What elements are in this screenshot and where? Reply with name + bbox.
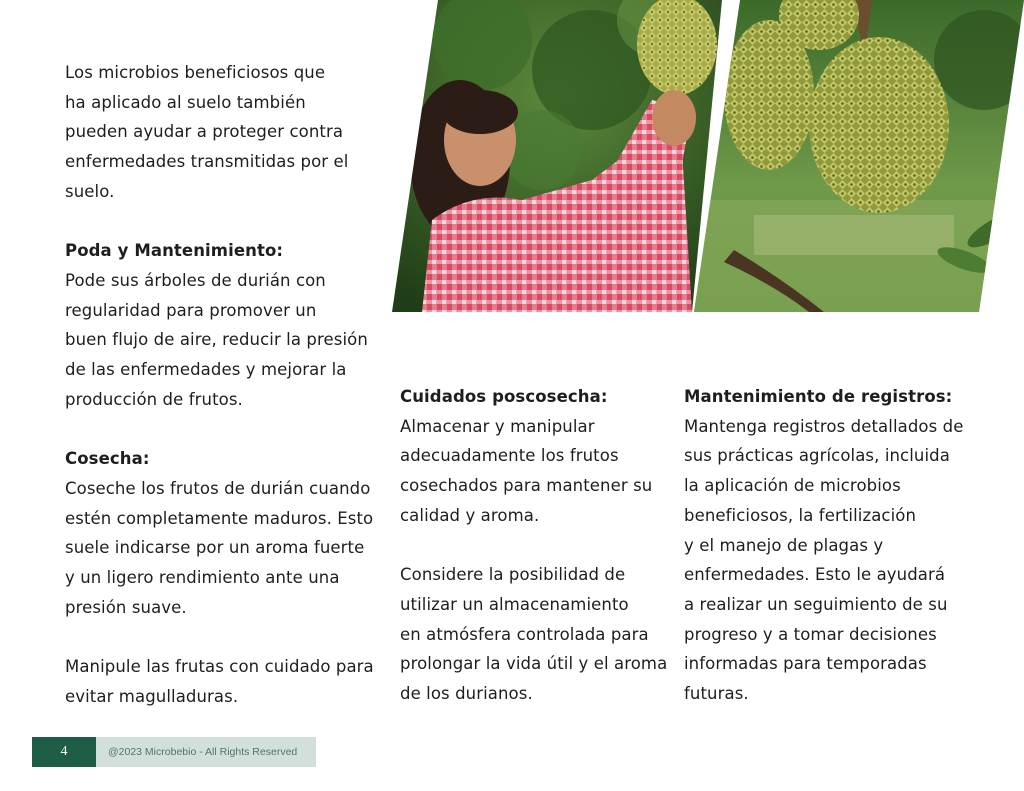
harvest-heading: Cosecha: bbox=[65, 449, 150, 469]
records-paragraph: Mantenga registros detallados de sus prácticas agrícolas, incluida la aplicación de microbios beneficiosos, la fertilización y el manejo de plagas y enfermedades. Esto le ayudará a realizar un seguimiento de su progreso y a tomar decisiones informadas para temporadas futuras. bbox=[684, 416, 964, 704]
intro-paragraph: Los microbios beneficiosos que ha aplicado al suelo también pueden ayudar a proteger contra enfermedades transmitidas por el suelo. bbox=[65, 63, 349, 201]
postharvest-paragraph: Almacenar y manipular adecuadamente los frutos cosechados para mantener su calidad y aroma. bbox=[400, 416, 653, 525]
text-column-middle bbox=[400, 382, 670, 709]
pruning-heading: Poda y Mantenimiento: bbox=[65, 241, 284, 261]
records-heading: Mantenimiento de registros: bbox=[684, 387, 953, 406]
postharvest-heading: Cuidados poscosecha: bbox=[400, 387, 608, 406]
pruning-paragraph: Pode sus árboles de durián con regularidad para promover un buen flujo de aire, reducir la presión de las enfermedades y mejorar la producción de frutos. bbox=[65, 270, 368, 409]
harvest-paragraph: Coseche los frutos de durián cuando estén completamente maduros. Esto suele indicarse por un aroma fuerte y un ligero rendimiento ante una presión suave. bbox=[65, 478, 374, 617]
storage-paragraph: Considere la posibilidad de utilizar un almacenamiento en atmósfera controlada para prolongar la vida útil y el aroma de los durianos. bbox=[400, 565, 668, 704]
copyright-notice: @2023 Microbebio - All Rights Reserved bbox=[96, 737, 316, 767]
handling-paragraph: Manipule las frutas con cuidado para evitar magulladuras. bbox=[65, 657, 374, 706]
woman-with-durian-photo bbox=[392, 0, 722, 312]
text-column-left bbox=[65, 58, 375, 711]
text-column-right bbox=[684, 382, 974, 709]
durian-tree-photo bbox=[694, 0, 1024, 312]
page-number: 4 bbox=[32, 737, 96, 767]
